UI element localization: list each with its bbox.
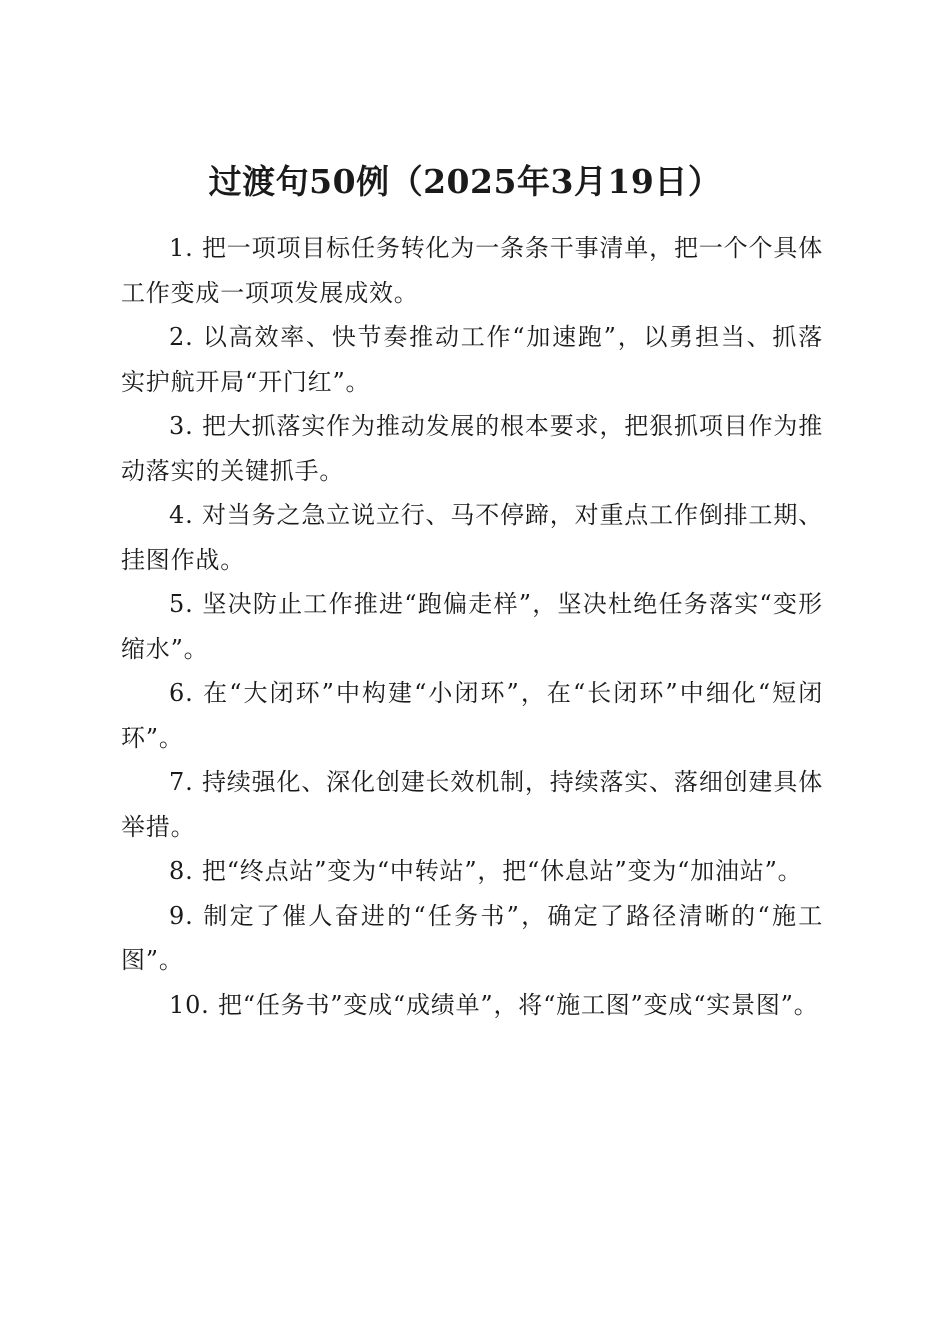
list-item: 6. 在“大闭环”中构建“小闭环”，在“长闭环”中细化“短闭环”。 [121,679,823,752]
list-item: 3. 把大抓落实作为推动发展的根本要求，把狠抓项目作为推动落实的关键抓手。 [121,412,823,485]
list-item: 10. 把“任务书”变成“成绩单”，将“施工图”变成“实景图”。 [169,990,819,1019]
list-item: 1. 把一项项目标任务转化为一条条干事清单，把一个个具体工作变成一项项发展成效。 [121,234,823,307]
list-item: 5. 坚决防止工作推进“跑偏走样”，坚决杜绝任务落实“变形缩水”。 [121,590,823,663]
list-item: 2. 以高效率、快节奏推动工作“加速跑”，以勇担当、抓落实护航开局“开门红”。 [121,323,823,396]
list-item: 4. 对当务之急立说立行、马不停蹄，对重点工作倒排工期、挂图作战。 [121,501,823,574]
list-item: 7. 持续强化、深化创建长效机制，持续落实、落细创建具体举措。 [121,768,823,841]
list-item: 8. 把“终点站”变为“中转站”，把“休息站”变为“加油站”。 [169,857,803,885]
list-item: 9. 制定了催人奋进的“任务书”，确定了路径清晰的“施工图”。 [121,901,823,974]
document-title: 过渡句50例（2025年3月19日） [208,162,722,202]
item-list [121,226,823,1027]
